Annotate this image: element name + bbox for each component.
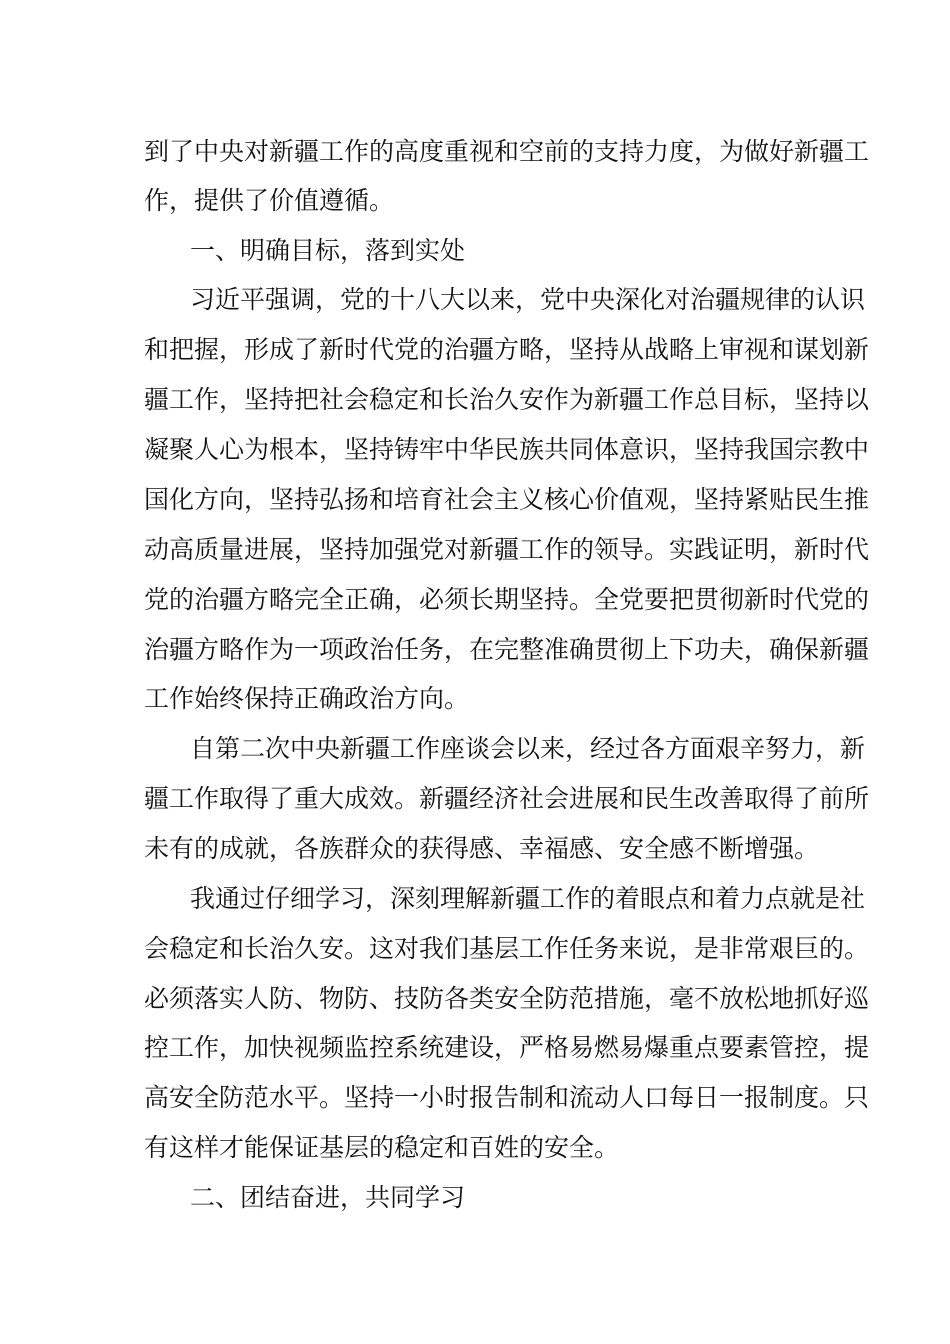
body-text-line: 疆工作取得了重大成效。新疆经济社会进展和民生改善取得了前所 <box>144 784 870 813</box>
body-text-line: 自第二次中央新疆工作座谈会以来，经过各方面艰辛努力，新 <box>190 734 866 763</box>
body-text-line: 国化方向，坚持弘扬和培育社会主义核心价值观，坚持紧贴民生推 <box>144 485 870 514</box>
body-text-line: 治疆方略作为一项政治任务，在完整准确贯彻上下功夫，确保新疆 <box>144 635 870 664</box>
body-text-line: 控工作，加快视频监控系统建设，严格易燃易爆重点要素管控，提 <box>144 1033 870 1062</box>
body-text-line: 会稳定和长治久安。这对我们基层工作任务来说，是非常艰巨的。 <box>144 934 870 963</box>
body-text-line: 必须落实人防、物防、技防各类安全防范措施，毫不放松地抓好巡 <box>144 984 870 1013</box>
body-text-line: 凝聚人心为根本，坚持铸牢中华民族共同体意识，坚持我国宗教中 <box>144 435 870 464</box>
body-text-line: 疆工作，坚持把社会稳定和长治久安作为新疆工作总目标，坚持以 <box>144 385 870 414</box>
body-text-line: 有这样才能保证基层的稳定和百姓的安全。 <box>144 1133 620 1162</box>
body-text-line: 到了中央对新疆工作的高度重视和空前的支持力度，为做好新疆工 <box>144 137 870 166</box>
section-heading-2: 二、团结奋进，共同学习 <box>190 1183 466 1212</box>
body-text-line: 高安全防范水平。坚持一小时报告制和流动人口每日一报制度。只 <box>144 1083 870 1112</box>
body-text-line: 作，提供了价值遵循。 <box>144 186 395 215</box>
body-text-line: 工作始终保持正确政治方向。 <box>144 684 470 713</box>
body-text-line: 习近平强调，党的十八大以来，党中央深化对治疆规律的认识 <box>190 285 866 314</box>
body-text-line: 我通过仔细学习，深刻理解新疆工作的着眼点和着力点就是社 <box>190 884 866 913</box>
section-heading-1: 一、明确目标，落到实处 <box>190 236 466 265</box>
body-text-line: 和把握，形成了新时代党的治疆方略，坚持从战略上审视和谋划新 <box>144 335 870 364</box>
body-text-line: 动高质量进展，坚持加强党对新疆工作的领导。实践证明，新时代 <box>144 535 870 564</box>
body-text-line: 党的治疆方略完全正确，必须长期坚持。全党要把贯彻新时代党的 <box>144 585 870 614</box>
body-text-line: 未有的成就，各族群众的获得感、幸福感、安全感不断增强。 <box>144 834 820 863</box>
